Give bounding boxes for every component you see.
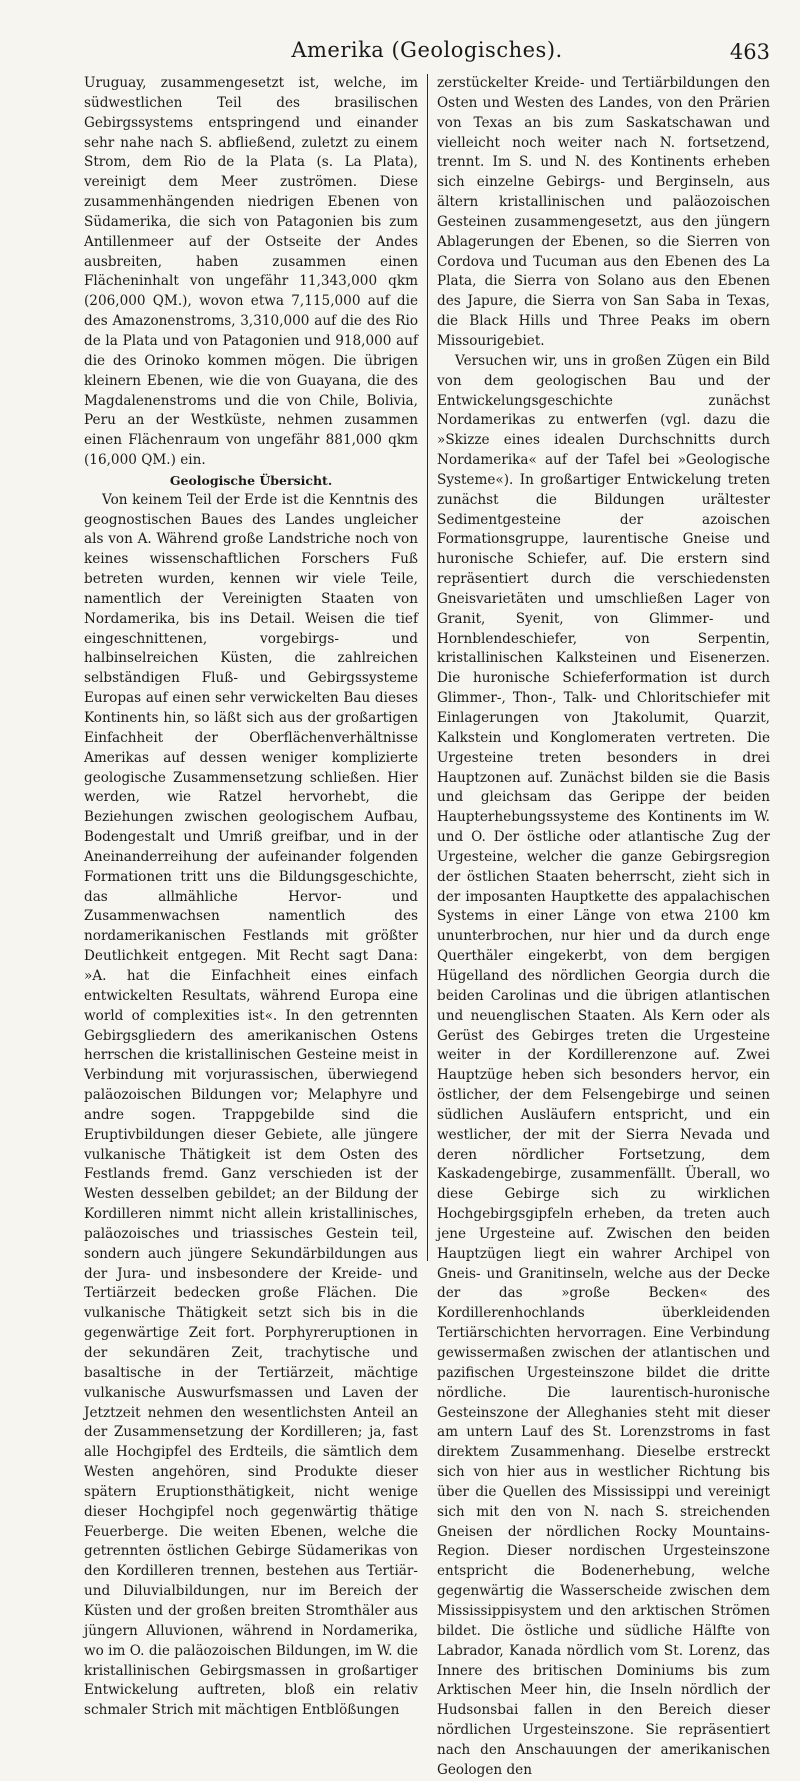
paragraph: Versuchen wir, uns in großen Zügen ein Bild von dem geologischen Bau und der Entwickelungsgeschichte zunächst Nordamerikas zu entwerfen (vgl. dazu die »Skizze eines idealen Durchschnitts durch Nordamerika« auf der Tafel bei »Geologische Systeme«). In großartiger Entwickelung treten zunächst die Bildungen urältester Sedimentgesteine der azoischen Formationsgruppe, laurentische Gneise und huronische Schiefer, auf. Die erstern sind repräsentiert durch die verschiedensten Gneisvarietäten und umschließen Lager von Granit, Syenit, von Glimmer- und Hornblendeschiefer, von Serpentin, kristallinischen Kalksteinen und Eisenerzen. Die huronische Schieferformation ist durch Glimmer-, Thon-, Talk- und Chloritschiefer mit Einlagerungen von Jtakolumit, Quarzit, Kalkstein und Konglomeraten vertreten. Die Urgesteine treten besonders in drei Hauptzonen auf. Zunächst bilden sie die Basis und gleichsam das Gerippe der beiden Haupterhebungssysteme des Kontinents im W. und O. Der östliche oder atlantische Zug der Urgesteine, welcher die ganze Gebirgsregion der östlichen Staaten beherrscht, zieht sich in der imposanten Hauptkette des appalachischen Systems in einer Länge von etwa 2100 km ununterbrochen, nur hier und da durch enge Querthäler eingekerbt, von dem bergigen Hügelland des nördlichen Georgia durch die beiden Carolinas und die übrigen atlantischen und neuenglischen Staaten. Als Kern oder als Gerüst des Gebirges treten die Urgesteine weiter in der Kordillerenzone auf. Zwei Hauptzüge heben sich besonders hervor, ein östlicher, der dem Felsengebirge und seinen südlichen Ausläufern entspricht, und ein westlicher, der mit der Sierra Nevada und deren nördlicher Fortsetzung, dem Kaskadengebirge, zusammenfällt. Überall, wo diese Gebirge sich zu wirklichen Hochgebirgsgipfeln erheben, da treten auch jene Urgesteine auf. Zwischen den beiden Hauptzügen liegt ein wahrer Archipel von Gneis- und Granitinseln, welche aus der Decke der das »große Becken« des Kordillerenhochlands überkleidenden Tertiärschichten hervorragen. Eine Verbindung gewissermaßen zwischen der atlantischen und pazifischen Urgesteinszone bildet die dritte nördliche. Die laurentisch-huronische Gesteinszone der Alleghanies steht mit dieser am untern Lauf des St. Lorenzstroms in fast direktem Zusammenhang. Dieselbe erstreckt sich von hier aus in westlicher Richtung bis über die Quellen des Mississippi und vereinigt sich mit den von N. nach S. streichenden Gneisen der nördlichen Rocky Mountains-Region. Dieser nordischen Urgesteinszone entspricht die Bodenerhebung, welche gegenwärtig die Wasserscheide zwischen dem Mississippisystem und den arktischen Strömen bildet. Die östliche und südliche Hälfte von Labrador, Kanada nördlich vom St. Lorenz, das Innere des britischen Dominiums bis zum Arktischen Meer hin, die Inseln nördlich der Hudsonsbai fallen in den Bereich dieser nördlichen Urgesteinszone. Sie repräsentiert nach den Anschauungen der amerikanischen Geologen den <box>437 352 770 1778</box>
left-column <box>84 74 427 1719</box>
text-columns <box>84 74 770 1778</box>
section-heading: Geologische Übersicht. <box>169 472 333 488</box>
right-column <box>427 74 770 1778</box>
page-number: 463 <box>729 40 770 64</box>
paragraph: Von keinem Teil der Erde ist die Kenntnis des geognostischen Baues des Landes ungleicher als von A. Während große Landstriche noch von keines wissenschaftlichen Forschers Fuß betreten wurden, kennen wir viele Teile, namentlich der Vereinigten Staaten von Nordamerika, bis ins Detail. Weisen die tief eingeschnittenen, vorgebirgs- und halbinselreichen Küsten, die zahlreichen selbständigen Fluß- und Gebirgssysteme Europas auf einen sehr verwickelten Bau dieses Kontinents hin, so läßt sich aus der großartigen Einfachheit der Oberflächenverhältnisse Amerikas auf dessen weniger komplizierte geologische Zusammensetzung schließen. Hier werden, wie Ratzel hervorhebt, die Beziehungen zwischen geologischem Aufbau, Bodengestalt und Umriß greifbar, und in der Aneinanderreihung der aufeinander folgenden Formationen tritt uns die Bildungsgeschichte, das allmähliche Hervor- und Zusammenwachsen namentlich des nordamerikanischen Festlands mit größter Deutlichkeit entgegen. Mit Recht sagt Dana: »A. hat die Einfachheit eines einfach entwickelten Resultats, während Europa eine world of complexities ist«. In den getrennten Gebirgsgliedern des amerikanischen Ostens herrschen die kristallinischen Gesteine meist in Verbindung mit vorjurassischen, überwiegend paläozoischen Bildungen vor; Melaphyre und andre sogen. Trappgebilde sind die Eruptivbildungen dieser Gebiete, alle jüngere vulkanische Thätigkeit ist dem Osten des Festlands fremd. Ganz verschieden ist der Westen desselben gebildet; an der Bildung der Kordilleren nimmt nicht allein kristallinisches, paläozoisches und triassisches Gestein teil, sondern auch jüngere Sekundärbildungen aus der Jura- und insbesondere der Kreide- und Tertiärzeit bedecken große Flächen. Die vulkanische Thätigkeit setzt sich bis in die gegenwärtige Zeit fort. Porphyreruptionen in der sekundären Zeit, trachytische und basaltische in der Tertiärzeit, mächtige vulkanische Auswurfsmassen und Laven der Jetztzeit nehmen den wesentlichsten Anteil an der Zusammensetzung der Kordilleren; ja, fast alle Hochgipfel des Erdteils, die sämtlich dem Westen angehören, sind Produkte dieser spätern Eruptionsthätigkeit, nicht wenige dieser Hochgipfel noch gegenwärtig thätige Feuerberge. Die weiten Ebenen, welche die getrennten östlichen Gebirge Südamerikas von den Kordilleren trennen, bestehen aus Tertiär- und Diluvialbildungen, nur im Bereich der Küsten und der großen breiten Stromthäler aus jüngern Alluvionen, während in Nordamerika, wo im O. die paläozoischen Bildungen, im W. die kristallinischen Gebirgsmassen in großartiger Entwickelung auftreten, bloß ein relativ schmaler Strich mit mächtigen Entblößungen <box>84 491 418 1719</box>
paragraph: Uruguay, zusammengesetzt ist, welche, im südwestlichen Teil des brasilischen Gebirgssystems entspringend und einander sehr nahe nach S. abfließend, zuletzt zu einem Strom, dem Rio de la Plata (s. La Plata), vereinigt dem Meer zuströmen. Diese zusammenhängenden niedrigen Ebenen von Südamerika, die sich von Patagonien bis zum Antillenmeer auf der Ostseite der Andes ausbreiten, haben zusammen einen Flächeninhalt von ungefähr 11,343,000 qkm (206,000 QM.), wovon etwa 7,115,000 auf die des Amazonenstroms, 3,310,000 auf die des Rio de la Plata und von Patagonien und 918,000 auf die des Orinoko kommen mögen. Die übrigen kleinern Ebenen, wie die von Guayana, die des Magdalenenstroms und die von Chile, Bolivia, Peru an der Westküste, nehmen zusammen einen Flächenraum von ungefähr 881,000 qkm (16,000 QM.) ein. <box>84 75 418 469</box>
page-header <box>84 38 770 74</box>
paragraph: zerstückelter Kreide- und Tertiärbildungen den Osten und Westen des Landes, von den Prärien von Texas an bis zum Saskatschawan und vielleicht noch weiter nach N. fortsetzend, trennt. Im S. und N. des Kontinents erheben sich einzelne Gebirgs- und Berginseln, aus ältern kristallinischen und paläozoischen Gesteinen zusammengesetzt, aus den jüngern Ablagerungen der Ebenen, so die Sierren von Cordova und Tucuman aus den Ebenen des La Plata, die Sierra von Solano aus den Ebenen des Japure, die Sierra von San Saba in Texas, die Black Hills und Three Peaks im obern Missourigebiet. <box>437 75 770 349</box>
running-title: Amerika (Geologisches). <box>291 38 563 62</box>
